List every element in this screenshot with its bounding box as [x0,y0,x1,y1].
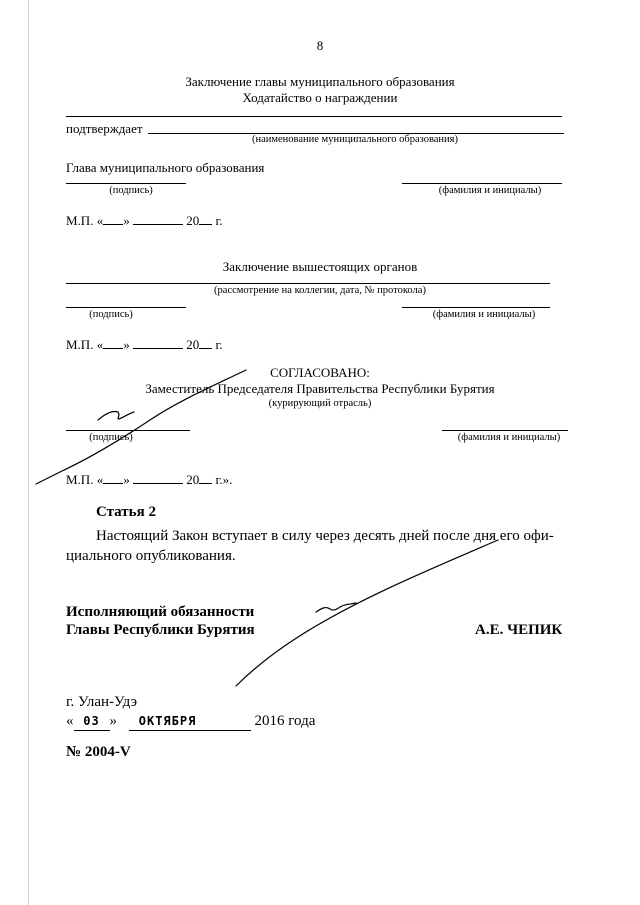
date-month-field [129,713,251,731]
mp-year: 20 [186,213,200,228]
mp-prefix: М.П. « [66,472,104,487]
section1-blank-line [66,116,562,117]
signatory-position-line1: Исполняющий обязанности [66,604,255,620]
section1-fio-caption: (фамилия и инициалы) [438,185,542,196]
section1-mp-line [66,213,223,229]
signature-flourish-upper [98,411,134,420]
deputy-chairman-title: Заместитель Председателя Правительства Республики Бурятия [145,381,495,396]
article-text-line2: циального опубликования. [66,548,236,564]
mp-prefix: М.П. « [66,213,104,228]
mp-year: 20 [186,337,200,352]
section1-signature-caption: (подпись) [109,185,153,196]
article-heading: Статья 2 [96,504,156,520]
section3-signature-line [66,430,190,431]
section2-signature-caption: (подпись) [89,309,133,320]
article-text-line1: Настоящий Закон вступает в силу через десять дней после дня его офи- [96,528,554,544]
signatory-name: А.Е. ЧЕПИК [475,622,563,638]
confirms-label: подтверждает [66,121,143,136]
date-day: 03 [83,714,100,728]
agreed-heading: СОГЛАСОВАНО: [270,365,370,380]
section3-fio-caption: (фамилия и инициалы) [457,432,561,443]
municipality-name-caption: (наименование муниципального образования) [251,134,459,145]
page-margin-line [28,0,29,905]
city: г. Улан-Удэ [66,694,138,710]
date-year: 2016 года [254,713,316,729]
section2-mp-line [66,337,223,353]
law-number: № 2004-V [66,744,131,760]
date-month: ОКТЯБРЯ [138,714,197,728]
section1-signature-line [66,183,186,184]
date-close-quote: » [109,713,117,729]
section2-fio-caption: (фамилия и инициалы) [432,309,536,320]
mp-mid: » [123,213,130,228]
mp-suffix: г. [215,337,223,352]
date-day-field [74,713,110,731]
section2-fio-line [402,307,550,308]
mp-mid: » [123,337,130,352]
section2-signature-line [66,307,186,308]
section2-caption: (рассмотрение на коллегии, дата, № протокола) [214,285,426,296]
mp-prefix: М.П. « [66,337,104,352]
mp-year: 20 [186,472,200,487]
section3-signature-caption: (подпись) [89,432,133,443]
mp-suffix: г. [215,213,223,228]
section1-title-line2: Ходатайство о награждении [242,90,398,105]
mp-mid: » [123,472,130,487]
section3-caption: (курирующий отрасль) [268,398,372,409]
page-number: 8 [316,38,324,53]
date-open-quote: « [66,713,74,729]
signature-stroke-lower [236,540,498,686]
mp-suffix: г.». [215,472,233,487]
signatory-position-line2: Главы Республики Бурятия [66,622,255,638]
section3-fio-line [442,430,568,431]
section1-fio-line [402,183,562,184]
section3-mp-line [66,472,232,488]
section1-title-line1: Заключение главы муниципального образования [185,74,455,89]
section2-title: Заключение вышестоящих органов [222,259,418,274]
signature-flourish-lower [316,603,356,612]
section2-blank-line [66,283,550,284]
date-line [66,713,315,731]
head-label: Глава муниципального образования [66,160,265,175]
